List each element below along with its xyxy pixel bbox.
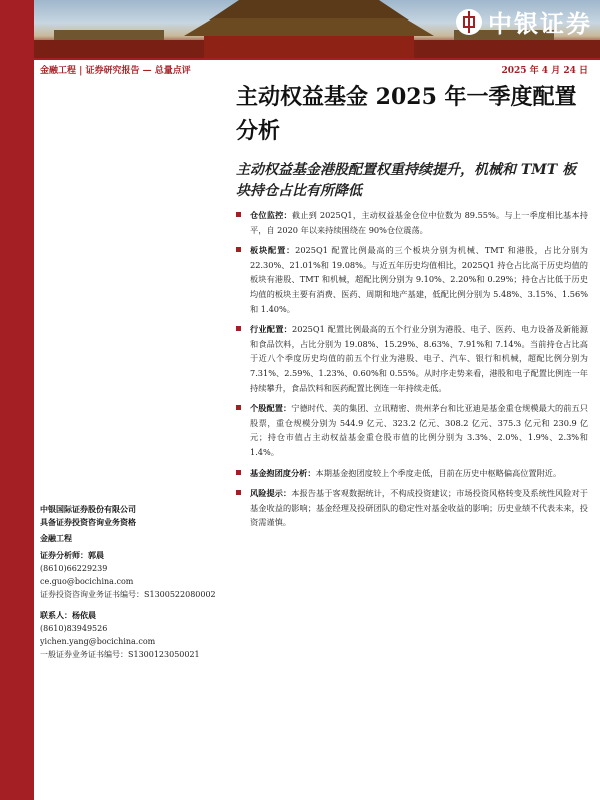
key-point-text: 宁德时代、美的集团、立讯精密、贵州茅台和比亚迪是基金重仓规模最大的前五只股票，重仓规模分别为 544.9 亿元、323.2 亿元、308.2 亿元、375.3 亿元和 230.9 亿元；持仓市值占主动权益基金重仓股市值的比例分别为 3.3%、2.0%、1.9%、2.3%和 1.4%。 xyxy=(250,403,588,457)
key-point-risk xyxy=(236,486,588,530)
bullet-square-icon xyxy=(236,247,241,252)
contact-name: 联系人：杨依晨 xyxy=(40,610,96,620)
key-point-text: 截止到 2025Q1，主动权益基金仓位中位数为 89.55%。与上一季度相比基本持平，自 2020 年以来持续围绕在 90%仓位震荡。 xyxy=(250,210,588,235)
brand-name: 中银证券 xyxy=(488,10,592,38)
boc-logo-icon xyxy=(456,9,482,35)
contact-email[interactable]: yichen.yang@bocichina.com xyxy=(40,637,156,646)
report-date: 2025 年 4 月 24 日 xyxy=(501,66,588,76)
key-point-text: 2025Q1 配置比例最高的五个行业分别为港股、电子、医药、电力设备及新能源和食品饮料，占比分别为 19.08%、15.29%、8.63%、7.91%和 7.14%。当前持仓占比高于近八个季度历史均值的前五个行业为港股、电子、汽车、银行和机械，超配比例分别为 7.31%、2.59%、1.23%、0.60%和 0.55%。从时序走势来看，港股和电子配置比例连一年持续攀升，食品饮料和医药配置比例连一年持续走低。 xyxy=(250,324,588,393)
banner-palace-roof-lower xyxy=(184,18,434,36)
key-point-label: 板块配置： xyxy=(250,245,296,256)
contact-certificate: 一般证券业务证书编号：S1300123050021 xyxy=(40,650,200,659)
brand-logo xyxy=(456,4,592,39)
report-subtitle: 主动权益基金港股配置权重持续提升，机械和 TMT 板块持仓占比有所降低 xyxy=(236,162,577,199)
analyst-name: 证券分析师：郭晨 xyxy=(40,550,104,560)
company-qualification: 具备证券投资咨询业务资格 xyxy=(40,517,136,527)
report-category: 金融工程 | 证券研究报告 — 总量点评 xyxy=(40,66,191,76)
banner-palace-roof-upper xyxy=(209,0,409,20)
sidebar-analyst-block xyxy=(40,549,225,601)
key-point-text: 本报告基于客观数据统计，不构成投资建议；市场投资风格转变及系统性风险对于基金收益的影响；基金经理及投研团队的稳定性对基金收益的影响；历史业绩不代表未来，投资需谨慎。 xyxy=(250,488,588,528)
key-point-label: 行业配置： xyxy=(250,324,293,335)
key-point-stocks xyxy=(236,401,588,459)
key-points-list xyxy=(236,208,588,536)
analyst-phone: (8610)66229239 xyxy=(40,564,108,573)
key-point-label: 风险提示： xyxy=(250,488,292,499)
key-point-label: 基金抱团度分析： xyxy=(250,467,316,478)
key-point-text: 2025Q1 配置比例最高的三个板块分别为机械、TMT 和港股，占比分别为 22.30%、21.01%和 19.08%。与近五年历史均值相比，2025Q1 持仓占比高于历史均值的板块有港股、TMT 和机械，超配比例分别为 9.10%、2.20%和 0.29%；持仓占比低于历史均值的板块主要有消费、医药、周期和地产基建，低配比例分别为 5.48%、3.15%、1.56%和 1.40%。 xyxy=(250,245,588,314)
department-name: 金融工程 xyxy=(40,533,72,543)
contact-phone: (8610)83949526 xyxy=(40,624,108,633)
banner-palace-hall xyxy=(204,36,414,58)
analyst-email[interactable]: ce.guo@bocichina.com xyxy=(40,577,134,586)
bullet-square-icon xyxy=(236,326,241,331)
report-title: 主动权益基金 2025 年一季度配置分析 xyxy=(236,84,577,144)
company-name: 中银国际证券股份有限公司 xyxy=(40,504,136,514)
analyst-certificate: 证券投资咨询业务证书编号：S1300522080002 xyxy=(40,590,216,599)
key-point-text: 本期基金抱团度较上个季度走低，目前在历史中枢略偏高位置附近。 xyxy=(315,467,562,478)
bullet-square-icon xyxy=(236,405,241,410)
key-point-position xyxy=(236,208,588,237)
key-point-industry xyxy=(236,322,588,395)
sidebar-contact-block xyxy=(40,609,225,661)
key-point-sector xyxy=(236,243,588,316)
header-banner xyxy=(34,0,600,58)
bullet-square-icon xyxy=(236,470,241,475)
bullet-square-icon xyxy=(236,212,241,217)
key-point-crowding xyxy=(236,466,588,481)
sidebar-dept xyxy=(40,532,225,545)
left-accent-bar xyxy=(0,0,34,800)
key-point-label: 个股配置： xyxy=(250,403,292,414)
header-divider xyxy=(34,58,600,60)
key-point-label: 仓位监控： xyxy=(250,210,292,220)
sidebar-company-block xyxy=(40,503,225,529)
bullet-square-icon xyxy=(236,490,241,495)
